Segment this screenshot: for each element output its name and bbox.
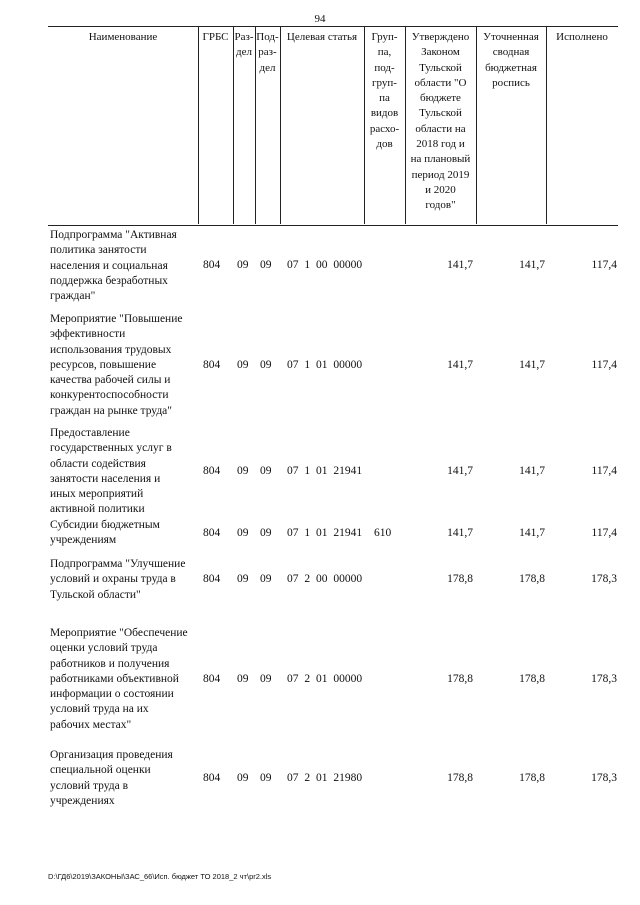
cell-refined: 178,8: [519, 573, 545, 585]
cell-refined: 141,7: [519, 259, 545, 271]
header-divider: [280, 26, 281, 224]
cell-podrazdel: 09: [260, 359, 272, 371]
cell-approved: 178,8: [447, 573, 473, 585]
header-executed: Исполнено: [556, 31, 608, 43]
cell-refined: 178,8: [519, 673, 545, 685]
cell-approved: 178,8: [447, 772, 473, 784]
row-name: Субсидии бюджетным учреждениям: [50, 519, 160, 547]
header-name: Наименование: [88, 31, 158, 43]
cell-podrazdel: 09: [260, 573, 272, 585]
cell-grbs: 804: [203, 465, 221, 477]
header-approved: Утверждено Законом Тульской области "О бюджете Тульской области на 2018 год и на плановый период 2019 и 2020 годов": [410, 31, 471, 212]
cell-refined: 178,8: [519, 772, 545, 784]
header-podrazdel: Под- раз- дел: [256, 31, 279, 74]
header-divider: [198, 26, 199, 224]
cell-grbs: 804: [203, 573, 221, 585]
cell-approved: 178,8: [447, 673, 473, 685]
header-divider: [233, 26, 234, 224]
header-razdel: Раз- дел: [234, 31, 254, 59]
cell-executed: 178,3: [591, 772, 617, 784]
header-divider: [476, 26, 477, 224]
cell-razdel: 09: [237, 527, 249, 539]
cell-podrazdel: 09: [260, 465, 272, 477]
cell-grbs: 804: [203, 527, 221, 539]
cell-razdel: 09: [237, 772, 249, 784]
row-name: Подпрограмма "Улучшение условий и охраны труда в Тульской области": [50, 558, 186, 601]
row-name: Предоставление государственных услуг в области содействия занятости населения и иных мероприятий активной политики: [50, 427, 172, 516]
cell-target: 07 2 01 00000: [287, 673, 363, 685]
cell-grbs: 804: [203, 772, 221, 784]
cell-grbs: 804: [203, 259, 221, 271]
header-divider: [546, 26, 547, 224]
cell-target: 07 2 01 21980: [287, 772, 363, 784]
row-name: Мероприятие "Обеспечение оценки условий труда работников и получения работниками объективной информации о состоянии условий труда на их рабочих местах": [50, 627, 188, 731]
cell-target: 07 1 01 21941: [287, 465, 363, 477]
header-refined: Уточненная сводная бюджетная роспись: [483, 31, 539, 89]
cell-podrazdel: 09: [260, 527, 272, 539]
cell-target: 07 1 01 00000: [287, 359, 363, 371]
cell-razdel: 09: [237, 359, 249, 371]
cell-approved: 141,7: [447, 527, 473, 539]
cell-razdel: 09: [237, 259, 249, 271]
row-name: Подпрограмма "Активная политика занятости населения и социальная поддержка безработных граждан": [50, 229, 177, 303]
page-number: 94: [314, 13, 326, 25]
cell-target: 07 1 01 21941: [287, 527, 363, 539]
cell-executed: 117,4: [591, 259, 617, 271]
row-name: Организация проведения специальной оценки условий труда в учреждениях: [50, 749, 173, 807]
header-vid: Груп- па, под- груп- па видов расхо- дов: [369, 31, 400, 151]
cell-razdel: 09: [237, 465, 249, 477]
cell-razdel: 09: [237, 673, 249, 685]
cell-executed: 117,4: [591, 527, 617, 539]
cell-executed: 178,3: [591, 573, 617, 585]
cell-refined: 141,7: [519, 527, 545, 539]
cell-executed: 178,3: [591, 673, 617, 685]
cell-refined: 141,7: [519, 465, 545, 477]
file-path-footer: D:\ГД6\2019\ЗАКОНЫ\ЗАС_66\Исп. бюджет ТО 2018_2 чт\pr2.xls: [48, 872, 272, 881]
header-divider: [364, 26, 365, 224]
cell-vid: 610: [374, 527, 392, 539]
table-header: [48, 26, 618, 226]
cell-executed: 117,4: [591, 465, 617, 477]
header-target: Целевая статья: [286, 31, 358, 43]
cell-executed: 117,4: [591, 359, 617, 371]
cell-podrazdel: 09: [260, 259, 272, 271]
header-divider: [255, 26, 256, 224]
header-grbs: ГРБС: [202, 31, 229, 43]
cell-grbs: 804: [203, 673, 221, 685]
cell-razdel: 09: [237, 573, 249, 585]
cell-approved: 141,7: [447, 259, 473, 271]
cell-grbs: 804: [203, 359, 221, 371]
row-name: Мероприятие "Повышение эффективности использования трудовых ресурсов, повышение качества рабочей силы и конкурентоспособности граждан на рынке труда": [50, 313, 183, 417]
cell-target: 07 1 00 00000: [287, 259, 363, 271]
cell-approved: 141,7: [447, 359, 473, 371]
header-divider: [405, 26, 406, 224]
cell-refined: 141,7: [519, 359, 545, 371]
cell-podrazdel: 09: [260, 772, 272, 784]
cell-podrazdel: 09: [260, 673, 272, 685]
cell-approved: 141,7: [447, 465, 473, 477]
cell-target: 07 2 00 00000: [287, 573, 363, 585]
